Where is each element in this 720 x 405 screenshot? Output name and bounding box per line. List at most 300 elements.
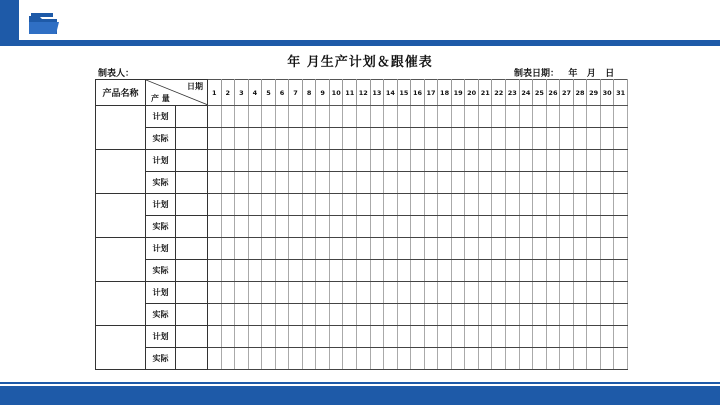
day-cell[interactable] bbox=[316, 216, 330, 238]
day-cell[interactable] bbox=[329, 282, 343, 304]
day-cell[interactable] bbox=[573, 172, 587, 194]
day-cell[interactable] bbox=[235, 304, 249, 326]
day-cell[interactable] bbox=[573, 238, 587, 260]
day-cell[interactable] bbox=[262, 282, 276, 304]
day-cell[interactable] bbox=[519, 348, 533, 370]
day-cell[interactable] bbox=[411, 326, 425, 348]
day-cell[interactable] bbox=[478, 150, 492, 172]
day-cell[interactable] bbox=[248, 348, 262, 370]
day-cell[interactable] bbox=[248, 128, 262, 150]
day-cell[interactable] bbox=[289, 194, 303, 216]
day-cell[interactable] bbox=[302, 238, 316, 260]
day-cell[interactable] bbox=[370, 106, 384, 128]
day-cell[interactable] bbox=[262, 150, 276, 172]
day-cell[interactable] bbox=[492, 172, 506, 194]
day-cell[interactable] bbox=[614, 150, 628, 172]
day-cell[interactable] bbox=[465, 194, 479, 216]
day-cell[interactable] bbox=[492, 216, 506, 238]
day-cell[interactable] bbox=[614, 326, 628, 348]
day-cell[interactable] bbox=[357, 282, 371, 304]
day-cell[interactable] bbox=[519, 128, 533, 150]
day-cell[interactable] bbox=[438, 106, 452, 128]
day-cell[interactable] bbox=[438, 172, 452, 194]
day-cell[interactable] bbox=[235, 128, 249, 150]
day-cell[interactable] bbox=[492, 260, 506, 282]
day-cell[interactable] bbox=[302, 282, 316, 304]
day-cell[interactable] bbox=[397, 194, 411, 216]
day-cell[interactable] bbox=[546, 238, 560, 260]
day-cell[interactable] bbox=[519, 304, 533, 326]
day-cell[interactable] bbox=[560, 326, 574, 348]
day-cell[interactable] bbox=[546, 348, 560, 370]
day-cell[interactable] bbox=[411, 150, 425, 172]
day-cell[interactable] bbox=[302, 128, 316, 150]
day-cell[interactable] bbox=[208, 194, 222, 216]
day-cell[interactable] bbox=[451, 282, 465, 304]
day-cell[interactable] bbox=[208, 238, 222, 260]
day-cell[interactable] bbox=[221, 172, 235, 194]
day-cell[interactable] bbox=[329, 326, 343, 348]
day-cell[interactable] bbox=[262, 128, 276, 150]
day-cell[interactable] bbox=[438, 128, 452, 150]
day-cell[interactable] bbox=[424, 260, 438, 282]
total-cell[interactable] bbox=[176, 238, 208, 260]
day-cell[interactable] bbox=[546, 282, 560, 304]
day-cell[interactable] bbox=[506, 150, 520, 172]
day-cell[interactable] bbox=[343, 304, 357, 326]
day-cell[interactable] bbox=[587, 172, 601, 194]
day-cell[interactable] bbox=[587, 194, 601, 216]
day-cell[interactable] bbox=[221, 128, 235, 150]
day-cell[interactable] bbox=[573, 304, 587, 326]
day-cell[interactable] bbox=[600, 326, 614, 348]
day-cell[interactable] bbox=[492, 326, 506, 348]
day-cell[interactable] bbox=[235, 150, 249, 172]
day-cell[interactable] bbox=[262, 172, 276, 194]
day-cell[interactable] bbox=[411, 128, 425, 150]
day-cell[interactable] bbox=[533, 106, 547, 128]
day-cell[interactable] bbox=[275, 106, 289, 128]
day-cell[interactable] bbox=[235, 238, 249, 260]
day-cell[interactable] bbox=[533, 304, 547, 326]
day-cell[interactable] bbox=[424, 238, 438, 260]
day-cell[interactable] bbox=[289, 282, 303, 304]
day-cell[interactable] bbox=[573, 260, 587, 282]
day-cell[interactable] bbox=[546, 194, 560, 216]
day-cell[interactable] bbox=[411, 260, 425, 282]
day-cell[interactable] bbox=[384, 172, 398, 194]
day-cell[interactable] bbox=[506, 304, 520, 326]
day-cell[interactable] bbox=[208, 348, 222, 370]
day-cell[interactable] bbox=[235, 172, 249, 194]
day-cell[interactable] bbox=[221, 106, 235, 128]
day-cell[interactable] bbox=[600, 304, 614, 326]
day-cell[interactable] bbox=[384, 216, 398, 238]
day-cell[interactable] bbox=[397, 260, 411, 282]
day-cell[interactable] bbox=[357, 326, 371, 348]
day-cell[interactable] bbox=[275, 282, 289, 304]
day-cell[interactable] bbox=[248, 304, 262, 326]
day-cell[interactable] bbox=[221, 348, 235, 370]
day-cell[interactable] bbox=[465, 216, 479, 238]
day-cell[interactable] bbox=[275, 260, 289, 282]
total-cell[interactable] bbox=[176, 216, 208, 238]
day-cell[interactable] bbox=[600, 128, 614, 150]
day-cell[interactable] bbox=[397, 304, 411, 326]
day-cell[interactable] bbox=[600, 194, 614, 216]
day-cell[interactable] bbox=[478, 238, 492, 260]
day-cell[interactable] bbox=[465, 128, 479, 150]
day-cell[interactable] bbox=[533, 128, 547, 150]
day-cell[interactable] bbox=[397, 326, 411, 348]
day-cell[interactable] bbox=[560, 260, 574, 282]
day-cell[interactable] bbox=[573, 128, 587, 150]
day-cell[interactable] bbox=[289, 348, 303, 370]
day-cell[interactable] bbox=[573, 282, 587, 304]
product-name-cell[interactable] bbox=[96, 194, 146, 238]
day-cell[interactable] bbox=[560, 128, 574, 150]
total-cell[interactable] bbox=[176, 326, 208, 348]
day-cell[interactable] bbox=[424, 304, 438, 326]
day-cell[interactable] bbox=[357, 106, 371, 128]
day-cell[interactable] bbox=[560, 172, 574, 194]
day-cell[interactable] bbox=[506, 216, 520, 238]
day-cell[interactable] bbox=[560, 106, 574, 128]
total-cell[interactable] bbox=[176, 128, 208, 150]
total-cell[interactable] bbox=[176, 304, 208, 326]
day-cell[interactable] bbox=[614, 172, 628, 194]
day-cell[interactable] bbox=[208, 106, 222, 128]
day-cell[interactable] bbox=[397, 106, 411, 128]
day-cell[interactable] bbox=[478, 282, 492, 304]
day-cell[interactable] bbox=[546, 106, 560, 128]
day-cell[interactable] bbox=[600, 106, 614, 128]
day-cell[interactable] bbox=[275, 128, 289, 150]
day-cell[interactable] bbox=[275, 172, 289, 194]
day-cell[interactable] bbox=[451, 348, 465, 370]
day-cell[interactable] bbox=[600, 282, 614, 304]
day-cell[interactable] bbox=[438, 238, 452, 260]
day-cell[interactable] bbox=[329, 216, 343, 238]
day-cell[interactable] bbox=[302, 260, 316, 282]
day-cell[interactable] bbox=[438, 326, 452, 348]
day-cell[interactable] bbox=[533, 216, 547, 238]
day-cell[interactable] bbox=[438, 194, 452, 216]
day-cell[interactable] bbox=[329, 348, 343, 370]
day-cell[interactable] bbox=[302, 304, 316, 326]
day-cell[interactable] bbox=[302, 216, 316, 238]
day-cell[interactable] bbox=[465, 150, 479, 172]
day-cell[interactable] bbox=[600, 216, 614, 238]
day-cell[interactable] bbox=[506, 172, 520, 194]
day-cell[interactable] bbox=[370, 194, 384, 216]
day-cell[interactable] bbox=[262, 238, 276, 260]
day-cell[interactable] bbox=[546, 304, 560, 326]
day-cell[interactable] bbox=[248, 150, 262, 172]
day-cell[interactable] bbox=[546, 150, 560, 172]
total-cell[interactable] bbox=[176, 194, 208, 216]
day-cell[interactable] bbox=[506, 260, 520, 282]
day-cell[interactable] bbox=[208, 260, 222, 282]
day-cell[interactable] bbox=[275, 216, 289, 238]
day-cell[interactable] bbox=[451, 260, 465, 282]
day-cell[interactable] bbox=[262, 348, 276, 370]
day-cell[interactable] bbox=[221, 260, 235, 282]
day-cell[interactable] bbox=[289, 326, 303, 348]
day-cell[interactable] bbox=[506, 128, 520, 150]
day-cell[interactable] bbox=[587, 128, 601, 150]
day-cell[interactable] bbox=[438, 348, 452, 370]
day-cell[interactable] bbox=[329, 304, 343, 326]
product-name-cell[interactable] bbox=[96, 150, 146, 194]
day-cell[interactable] bbox=[451, 238, 465, 260]
day-cell[interactable] bbox=[208, 128, 222, 150]
day-cell[interactable] bbox=[370, 216, 384, 238]
day-cell[interactable] bbox=[302, 150, 316, 172]
day-cell[interactable] bbox=[221, 238, 235, 260]
day-cell[interactable] bbox=[370, 326, 384, 348]
day-cell[interactable] bbox=[262, 194, 276, 216]
day-cell[interactable] bbox=[492, 128, 506, 150]
day-cell[interactable] bbox=[573, 106, 587, 128]
day-cell[interactable] bbox=[560, 150, 574, 172]
day-cell[interactable] bbox=[411, 304, 425, 326]
day-cell[interactable] bbox=[411, 106, 425, 128]
day-cell[interactable] bbox=[560, 348, 574, 370]
day-cell[interactable] bbox=[221, 194, 235, 216]
day-cell[interactable] bbox=[384, 194, 398, 216]
day-cell[interactable] bbox=[235, 282, 249, 304]
day-cell[interactable] bbox=[262, 260, 276, 282]
day-cell[interactable] bbox=[235, 216, 249, 238]
day-cell[interactable] bbox=[587, 282, 601, 304]
day-cell[interactable] bbox=[275, 326, 289, 348]
day-cell[interactable] bbox=[221, 216, 235, 238]
day-cell[interactable] bbox=[424, 326, 438, 348]
day-cell[interactable] bbox=[275, 194, 289, 216]
day-cell[interactable] bbox=[289, 260, 303, 282]
day-cell[interactable] bbox=[478, 128, 492, 150]
day-cell[interactable] bbox=[411, 282, 425, 304]
day-cell[interactable] bbox=[424, 194, 438, 216]
day-cell[interactable] bbox=[397, 172, 411, 194]
day-cell[interactable] bbox=[397, 150, 411, 172]
day-cell[interactable] bbox=[316, 238, 330, 260]
day-cell[interactable] bbox=[411, 348, 425, 370]
day-cell[interactable] bbox=[329, 128, 343, 150]
day-cell[interactable] bbox=[262, 216, 276, 238]
day-cell[interactable] bbox=[384, 260, 398, 282]
day-cell[interactable] bbox=[492, 348, 506, 370]
day-cell[interactable] bbox=[275, 348, 289, 370]
day-cell[interactable] bbox=[438, 150, 452, 172]
day-cell[interactable] bbox=[248, 194, 262, 216]
day-cell[interactable] bbox=[343, 172, 357, 194]
day-cell[interactable] bbox=[343, 150, 357, 172]
day-cell[interactable] bbox=[587, 106, 601, 128]
day-cell[interactable] bbox=[357, 150, 371, 172]
day-cell[interactable] bbox=[614, 238, 628, 260]
day-cell[interactable] bbox=[302, 194, 316, 216]
day-cell[interactable] bbox=[546, 172, 560, 194]
day-cell[interactable] bbox=[289, 304, 303, 326]
day-cell[interactable] bbox=[357, 348, 371, 370]
day-cell[interactable] bbox=[343, 106, 357, 128]
day-cell[interactable] bbox=[275, 304, 289, 326]
day-cell[interactable] bbox=[614, 106, 628, 128]
day-cell[interactable] bbox=[262, 304, 276, 326]
day-cell[interactable] bbox=[506, 282, 520, 304]
day-cell[interactable] bbox=[316, 326, 330, 348]
day-cell[interactable] bbox=[614, 260, 628, 282]
day-cell[interactable] bbox=[600, 260, 614, 282]
product-name-cell[interactable] bbox=[96, 106, 146, 150]
day-cell[interactable] bbox=[384, 304, 398, 326]
day-cell[interactable] bbox=[533, 282, 547, 304]
day-cell[interactable] bbox=[587, 348, 601, 370]
day-cell[interactable] bbox=[519, 172, 533, 194]
day-cell[interactable] bbox=[478, 326, 492, 348]
day-cell[interactable] bbox=[614, 304, 628, 326]
day-cell[interactable] bbox=[289, 106, 303, 128]
day-cell[interactable] bbox=[533, 238, 547, 260]
day-cell[interactable] bbox=[329, 238, 343, 260]
day-cell[interactable] bbox=[600, 150, 614, 172]
day-cell[interactable] bbox=[451, 304, 465, 326]
day-cell[interactable] bbox=[614, 194, 628, 216]
day-cell[interactable] bbox=[316, 282, 330, 304]
day-cell[interactable] bbox=[221, 282, 235, 304]
day-cell[interactable] bbox=[465, 260, 479, 282]
day-cell[interactable] bbox=[289, 216, 303, 238]
day-cell[interactable] bbox=[546, 260, 560, 282]
day-cell[interactable] bbox=[519, 150, 533, 172]
day-cell[interactable] bbox=[343, 194, 357, 216]
day-cell[interactable] bbox=[343, 348, 357, 370]
total-cell[interactable] bbox=[176, 106, 208, 128]
day-cell[interactable] bbox=[248, 172, 262, 194]
day-cell[interactable] bbox=[370, 304, 384, 326]
day-cell[interactable] bbox=[316, 194, 330, 216]
day-cell[interactable] bbox=[235, 194, 249, 216]
day-cell[interactable] bbox=[343, 260, 357, 282]
day-cell[interactable] bbox=[397, 348, 411, 370]
day-cell[interactable] bbox=[235, 106, 249, 128]
day-cell[interactable] bbox=[343, 128, 357, 150]
day-cell[interactable] bbox=[302, 326, 316, 348]
day-cell[interactable] bbox=[316, 128, 330, 150]
day-cell[interactable] bbox=[289, 128, 303, 150]
day-cell[interactable] bbox=[506, 348, 520, 370]
day-cell[interactable] bbox=[587, 238, 601, 260]
product-name-cell[interactable] bbox=[96, 326, 146, 370]
day-cell[interactable] bbox=[248, 106, 262, 128]
day-cell[interactable] bbox=[357, 238, 371, 260]
day-cell[interactable] bbox=[316, 150, 330, 172]
day-cell[interactable] bbox=[329, 106, 343, 128]
day-cell[interactable] bbox=[411, 194, 425, 216]
day-cell[interactable] bbox=[587, 260, 601, 282]
total-cell[interactable] bbox=[176, 348, 208, 370]
day-cell[interactable] bbox=[465, 326, 479, 348]
day-cell[interactable] bbox=[465, 172, 479, 194]
day-cell[interactable] bbox=[492, 106, 506, 128]
day-cell[interactable] bbox=[329, 194, 343, 216]
day-cell[interactable] bbox=[451, 172, 465, 194]
day-cell[interactable] bbox=[208, 216, 222, 238]
day-cell[interactable] bbox=[208, 304, 222, 326]
day-cell[interactable] bbox=[302, 106, 316, 128]
day-cell[interactable] bbox=[614, 282, 628, 304]
day-cell[interactable] bbox=[519, 194, 533, 216]
day-cell[interactable] bbox=[438, 260, 452, 282]
day-cell[interactable] bbox=[248, 260, 262, 282]
day-cell[interactable] bbox=[600, 238, 614, 260]
day-cell[interactable] bbox=[289, 150, 303, 172]
day-cell[interactable] bbox=[519, 326, 533, 348]
day-cell[interactable] bbox=[546, 128, 560, 150]
day-cell[interactable] bbox=[519, 282, 533, 304]
day-cell[interactable] bbox=[221, 304, 235, 326]
day-cell[interactable] bbox=[289, 238, 303, 260]
day-cell[interactable] bbox=[357, 260, 371, 282]
day-cell[interactable] bbox=[384, 106, 398, 128]
day-cell[interactable] bbox=[384, 326, 398, 348]
day-cell[interactable] bbox=[478, 348, 492, 370]
day-cell[interactable] bbox=[208, 150, 222, 172]
day-cell[interactable] bbox=[506, 326, 520, 348]
day-cell[interactable] bbox=[478, 106, 492, 128]
day-cell[interactable] bbox=[397, 128, 411, 150]
day-cell[interactable] bbox=[329, 172, 343, 194]
day-cell[interactable] bbox=[384, 282, 398, 304]
day-cell[interactable] bbox=[262, 106, 276, 128]
day-cell[interactable] bbox=[411, 172, 425, 194]
day-cell[interactable] bbox=[316, 106, 330, 128]
day-cell[interactable] bbox=[465, 304, 479, 326]
day-cell[interactable] bbox=[370, 128, 384, 150]
day-cell[interactable] bbox=[302, 172, 316, 194]
day-cell[interactable] bbox=[492, 304, 506, 326]
day-cell[interactable] bbox=[357, 128, 371, 150]
day-cell[interactable] bbox=[587, 326, 601, 348]
day-cell[interactable] bbox=[478, 194, 492, 216]
day-cell[interactable] bbox=[492, 150, 506, 172]
day-cell[interactable] bbox=[492, 238, 506, 260]
day-cell[interactable] bbox=[329, 260, 343, 282]
day-cell[interactable] bbox=[424, 150, 438, 172]
day-cell[interactable] bbox=[478, 304, 492, 326]
day-cell[interactable] bbox=[519, 238, 533, 260]
day-cell[interactable] bbox=[533, 326, 547, 348]
day-cell[interactable] bbox=[573, 326, 587, 348]
day-cell[interactable] bbox=[248, 326, 262, 348]
day-cell[interactable] bbox=[424, 172, 438, 194]
total-cell[interactable] bbox=[176, 172, 208, 194]
day-cell[interactable] bbox=[235, 260, 249, 282]
day-cell[interactable] bbox=[248, 238, 262, 260]
day-cell[interactable] bbox=[587, 150, 601, 172]
day-cell[interactable] bbox=[560, 304, 574, 326]
day-cell[interactable] bbox=[424, 282, 438, 304]
day-cell[interactable] bbox=[438, 216, 452, 238]
day-cell[interactable] bbox=[370, 282, 384, 304]
day-cell[interactable] bbox=[573, 194, 587, 216]
day-cell[interactable] bbox=[573, 150, 587, 172]
day-cell[interactable] bbox=[343, 216, 357, 238]
day-cell[interactable] bbox=[614, 216, 628, 238]
day-cell[interactable] bbox=[357, 216, 371, 238]
